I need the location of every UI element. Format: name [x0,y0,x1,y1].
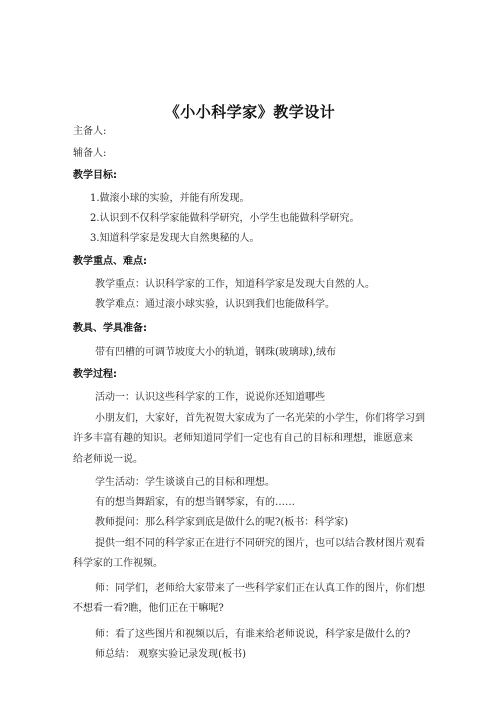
process-line: 许多丰富有趣的知识。老师知道同学们一定也有自己的目标和理想，谁愿意来 [73,433,413,444]
process-line: 提供一组不同的科学家正在进行不同研究的图片，也可以结合教材图片观看 [95,538,425,549]
goals-heading: 教学目标: [73,170,117,181]
process-line: 师总结： 观察实验记录发现(板书) [95,649,246,660]
process-line: 师：看了这些图片和视频以后，有谁来给老师说说，科学家是做什么的? [95,629,411,640]
process-line: 教师提问：那么科学家到底是做什么的呢?(板书：科学家) [95,517,349,528]
materials-item: 带有凹槽的可调节坡度大小的轨道，钢珠(玻璃球),绒布 [95,347,336,358]
goal-item: 3.知道科学家是发现大自然奥秘的人。 [90,233,260,244]
main-preparer-label: 主备人: [73,126,107,137]
document-title: 《小小科学家》教学设计 [164,103,336,121]
process-line: 活动一：认识这些科学家的工作，说说你还知道哪些 [95,392,325,403]
goal-item: 2.认识到不仅科学家能做科学研究，小学生也能做科学研究。 [90,213,360,224]
process-line: 有的想当舞蹈家，有的想当钢琴家，有的…… [95,497,295,508]
assistant-preparer-label: 辅备人: [73,148,107,159]
process-line: 小朋友们，大家好，首先祝贺大家成为了一名光荣的小学生，你们将学习到 [95,413,425,424]
process-line: 不想看一看?瞧，他们正在干嘛呢? [73,603,224,614]
key-point-item: 教学难点：通过滚小球实验，认识到我们也能做科学。 [95,299,335,310]
key-point-item: 教学重点：认识科学家的工作，知道科学家是发现大自然的人。 [95,279,375,290]
process-line: 科学家的工作视频。 [73,558,163,569]
process-line: 师：同学们，老师给大家带来了一些科学家们正在认真工作的图片，你们想 [95,583,425,594]
materials-heading: 教具、学具准备: [73,323,147,334]
process-heading: 教学过程: [73,369,117,380]
process-line: 学生活动：学生谈谈自己的目标和理想。 [95,477,275,488]
process-line: 给老师说一说。 [73,454,143,465]
key-points-heading: 教学重点、难点: [73,256,147,267]
goal-item: 1.做滚小球的实验，并能有所发现。 [90,193,250,204]
